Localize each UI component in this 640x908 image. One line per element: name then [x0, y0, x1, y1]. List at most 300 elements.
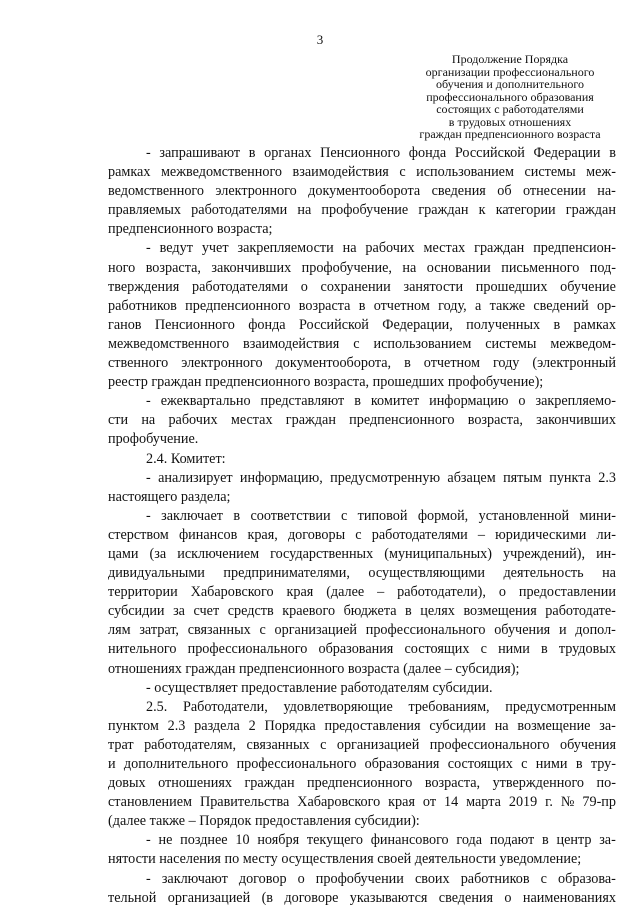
text-line	[108, 736, 616, 755]
word: работодателями	[191, 278, 289, 295]
word: организацией	[167, 889, 251, 906]
word: 2.3	[167, 717, 186, 734]
word: в	[358, 297, 366, 314]
word: ноября	[257, 832, 300, 849]
word: субсидии	[108, 603, 165, 620]
word: 14	[443, 794, 459, 811]
word: Работодатели,	[182, 698, 268, 715]
word: с	[399, 164, 406, 181]
text-line: 2.4. Комитет:	[146, 450, 226, 467]
word: запрашивают	[159, 145, 241, 161]
word: и	[558, 622, 567, 639]
word: заключает	[161, 507, 223, 524]
word: трат	[108, 736, 134, 753]
word: -	[146, 145, 151, 161]
word: –	[377, 584, 385, 601]
word: ин-	[596, 545, 616, 562]
word: взаимодействия	[292, 164, 389, 181]
text-line	[108, 564, 616, 583]
text-line: настоящего раздела;	[108, 488, 231, 505]
word: (электронный	[532, 355, 616, 372]
word: стерством	[108, 526, 169, 543]
word: ганов	[108, 316, 142, 333]
word: года	[456, 832, 483, 849]
word: пункта	[549, 469, 591, 486]
word: с	[521, 756, 528, 772]
word: средств	[227, 603, 274, 620]
word: -	[146, 507, 151, 524]
word: профобучение	[321, 202, 409, 219]
word: о	[300, 278, 308, 295]
word: на	[342, 240, 357, 257]
word: граждан	[244, 775, 295, 792]
word: возмещения	[463, 603, 537, 620]
word: за	[173, 603, 185, 620]
word: возраста,	[467, 412, 523, 429]
word: бюджета	[343, 603, 397, 620]
word: в	[553, 316, 561, 333]
word: требованиям,	[408, 698, 490, 715]
word: соответствии	[250, 507, 331, 524]
word: меж-	[586, 164, 616, 181]
word: предусмотренным	[505, 698, 616, 715]
word: местах	[230, 412, 273, 429]
word: сохранении	[320, 278, 391, 295]
word: с	[353, 335, 360, 352]
word: целях	[420, 603, 455, 620]
word: возраста,	[145, 259, 201, 276]
word: отнесении	[522, 183, 586, 200]
word: -	[146, 832, 151, 849]
word: к	[478, 202, 486, 219]
word: связанных	[246, 736, 310, 753]
word: марта	[466, 794, 501, 811]
word: местах	[423, 240, 466, 257]
word: (муниципальных)	[384, 545, 492, 562]
word: состоящих	[404, 641, 470, 658]
word: установленной	[478, 507, 570, 524]
word: образования	[364, 756, 440, 772]
text-line	[108, 507, 616, 526]
word: дополнительного	[123, 756, 229, 772]
word: категории	[495, 202, 556, 219]
text-line: предпенсионного возраста;	[108, 221, 273, 238]
word: правляемых	[108, 202, 182, 219]
word: Пенсионного	[320, 145, 401, 161]
header-line: в трудовых отношениях	[448, 114, 572, 129]
word: подают	[489, 832, 535, 849]
word: обучения	[494, 622, 551, 639]
word: закрепляемости	[237, 240, 334, 257]
word: наименованиях	[522, 889, 616, 906]
text-line	[108, 163, 616, 182]
word: полученных	[466, 316, 541, 333]
word: становлением	[108, 794, 193, 811]
word: с	[259, 622, 266, 639]
word: в	[609, 145, 616, 161]
word: на-	[597, 183, 616, 200]
word: основании	[426, 259, 491, 276]
word: граждан	[285, 412, 336, 429]
word: предпенсионного	[307, 775, 413, 792]
word: рамках	[573, 316, 616, 333]
word: работодателям,	[144, 736, 237, 753]
word: ними	[535, 756, 568, 772]
word: под-	[589, 259, 616, 276]
word: счет	[193, 603, 220, 620]
word: электронного	[181, 355, 263, 372]
word: -	[146, 240, 151, 257]
page-number: 3	[316, 32, 324, 47]
text-line	[108, 755, 616, 774]
word: осуществляющими	[368, 565, 485, 582]
word: 2.3	[598, 469, 616, 486]
word: системы	[524, 164, 576, 181]
word: 79-пр	[582, 794, 616, 811]
word: формой,	[417, 507, 469, 524]
word: 10	[235, 832, 250, 849]
word: профессионального	[236, 756, 357, 772]
word: закрепляемо-	[535, 393, 616, 410]
word: на	[141, 412, 156, 429]
word: ведут	[159, 240, 193, 257]
word: занятости	[403, 278, 464, 295]
word: в	[248, 145, 256, 161]
word: г.	[545, 794, 553, 811]
word: предпринимателями,	[223, 565, 350, 582]
word: органах	[264, 145, 312, 161]
text-line: реестр граждан предпенсионного возраста, прошедших профобучение);	[108, 374, 544, 391]
word: края	[388, 794, 415, 811]
word: утвержденного	[492, 775, 585, 792]
header-line: Продолжение Порядка	[451, 52, 569, 66]
text-line	[108, 583, 616, 602]
word: с	[480, 641, 487, 658]
word: возмещение	[517, 717, 591, 734]
word: граждан	[565, 202, 616, 219]
word: рабочих	[168, 412, 218, 429]
word: организацией	[274, 622, 357, 639]
word: работодатели),	[397, 584, 486, 601]
word: профессионального	[365, 622, 486, 639]
word: тверждения	[108, 278, 180, 295]
word: о	[504, 889, 512, 906]
header-line: профессионального образования	[426, 89, 594, 104]
word: Федерации,	[382, 316, 453, 333]
word: анализирует	[158, 469, 233, 486]
word: на	[602, 565, 616, 582]
word: фонда	[248, 316, 286, 333]
word: 2.5.	[146, 698, 168, 715]
text-line	[108, 182, 616, 201]
text-line: профобучение.	[108, 431, 199, 448]
word: мини-	[579, 507, 616, 524]
word: информацию	[429, 393, 509, 410]
header-line: состоящих с работодателями	[436, 102, 584, 116]
word: территории	[108, 584, 178, 601]
word: договоры	[287, 526, 346, 543]
word: связанных	[187, 622, 251, 639]
word: нительного	[108, 641, 177, 658]
word: профобучении	[315, 870, 404, 887]
word: межведомственного	[160, 164, 283, 181]
text-line	[108, 335, 616, 354]
word: ственного	[108, 355, 169, 372]
word: в	[575, 756, 583, 772]
word: Российской	[454, 145, 525, 161]
word: с	[355, 526, 362, 543]
text-line	[108, 831, 616, 850]
continuation-header	[400, 53, 620, 141]
word: заключают	[161, 870, 228, 887]
word: письменного	[501, 259, 580, 276]
word: обучение	[560, 278, 616, 295]
word: учреждений),	[503, 545, 585, 562]
word: межведом-	[550, 335, 616, 352]
text-line	[108, 889, 616, 908]
word: комитет	[370, 393, 420, 410]
word: отчетном	[423, 355, 480, 372]
word: (далее	[326, 584, 365, 601]
text-line: нятости населения по месту осуществления своей деятельности уведомление;	[108, 851, 582, 868]
text-line	[108, 602, 616, 621]
word: довых	[108, 775, 146, 792]
word: состоящих	[447, 756, 513, 772]
word: в	[405, 603, 412, 620]
text-line	[108, 640, 616, 659]
word: отношениях	[158, 775, 232, 792]
word: раздела	[194, 717, 240, 734]
word: организацией	[336, 736, 420, 753]
word: профобучение,	[301, 259, 392, 276]
word: предусмотренную	[330, 469, 441, 486]
word: своих	[414, 870, 450, 887]
word: центр	[556, 832, 592, 849]
header-line: обучения и дополнительного	[435, 77, 585, 91]
word: закончивших	[536, 412, 616, 429]
word: на	[402, 259, 417, 276]
word: образова-	[558, 870, 616, 887]
word: а	[475, 297, 482, 314]
word: 2019	[508, 794, 538, 811]
text-line	[108, 698, 616, 717]
word: не	[158, 832, 173, 849]
word: юридическими	[495, 526, 587, 543]
word: сти	[108, 412, 129, 429]
word: рабочих	[365, 240, 415, 257]
word: финансов	[178, 526, 238, 543]
text-line	[108, 297, 616, 316]
text-line	[108, 870, 616, 889]
word: тельной	[108, 889, 157, 906]
word: ведомственного	[108, 183, 204, 200]
word: Хабаровского	[297, 794, 381, 811]
word: края	[286, 584, 314, 601]
word: году,	[438, 297, 467, 314]
word: использованием	[416, 164, 514, 181]
word: в	[354, 393, 361, 410]
header-line: организации профессионального	[425, 64, 595, 79]
word: -	[146, 870, 151, 887]
header-line: граждан предпенсионного возраста	[419, 127, 601, 141]
word: трудовых	[558, 641, 616, 658]
word: системы	[485, 335, 537, 352]
document-body	[108, 144, 616, 908]
word: краевого	[282, 603, 336, 620]
word: возраста,	[424, 775, 481, 792]
word: также	[489, 297, 526, 314]
word: и	[108, 756, 116, 772]
word: -	[146, 393, 151, 410]
word: о	[297, 870, 305, 887]
word: (в	[261, 889, 274, 906]
word: учет	[201, 240, 229, 257]
word: Порядка	[264, 717, 316, 734]
text-line	[108, 526, 616, 545]
word: ли-	[596, 526, 616, 543]
word: по-	[596, 775, 616, 792]
text-line	[108, 144, 616, 163]
word: тру-	[590, 756, 616, 772]
word: образования	[318, 641, 394, 658]
word: пятым	[503, 469, 542, 486]
word: субсидии	[429, 717, 486, 734]
word: работодателями	[371, 526, 468, 543]
word: электронного	[215, 183, 297, 200]
word: работодате-	[545, 603, 616, 620]
text-line	[108, 239, 616, 258]
text-line	[108, 259, 616, 278]
word: Российской	[298, 316, 369, 333]
word: обучения	[559, 736, 616, 753]
word: в	[542, 832, 549, 849]
word: Правительства	[199, 794, 290, 811]
word: отчетном	[373, 297, 430, 314]
word: на	[494, 717, 509, 734]
word: №	[560, 794, 575, 811]
word: затрат,	[139, 622, 179, 639]
text-line: - осуществляет предоставление работодателям субсидии.	[146, 679, 493, 696]
word: году	[492, 355, 520, 372]
word: на	[297, 202, 312, 219]
word: ор-	[596, 297, 616, 314]
word: исключением	[177, 545, 260, 562]
word: документооборота,	[275, 355, 392, 372]
word: государственных	[270, 545, 374, 562]
word: сведения	[438, 889, 494, 906]
word: пунктом	[108, 717, 159, 734]
word: –	[477, 526, 486, 543]
word: предпенсион-	[533, 240, 616, 257]
word: в	[540, 641, 548, 658]
word: договор	[238, 870, 287, 887]
word: Пенсионного	[154, 316, 235, 333]
word: деятельность	[503, 565, 584, 582]
word: сведений	[533, 297, 589, 314]
word: договоре	[284, 889, 339, 906]
word: о	[498, 584, 506, 601]
text-line	[108, 411, 616, 430]
word: предпенсионного	[185, 297, 291, 314]
text-line	[108, 469, 616, 488]
text-line	[108, 316, 616, 335]
word: за-	[599, 717, 616, 734]
word: работодателями	[191, 202, 288, 219]
word: межведомственного	[108, 335, 230, 352]
word: в	[404, 355, 411, 372]
word: работников	[108, 297, 177, 314]
text-line	[108, 278, 616, 297]
word: возраста	[298, 297, 351, 314]
text-line	[108, 201, 616, 220]
word: ежеквартально	[160, 393, 251, 410]
word: позднее	[180, 832, 228, 849]
word: использованием	[373, 335, 472, 352]
text-line: (далее также – Порядок предоставления субсидии):	[108, 813, 420, 830]
text-line	[108, 392, 616, 411]
word: 2	[248, 717, 256, 734]
word: цами	[108, 545, 139, 562]
word: граждан	[474, 240, 525, 257]
word: удовлетворяющие	[283, 698, 393, 715]
text-line	[108, 717, 616, 736]
word: работников	[460, 870, 530, 887]
word: взаимодействия	[243, 335, 340, 352]
word: -	[146, 469, 151, 486]
text-line	[108, 793, 616, 812]
word: от	[422, 794, 437, 811]
word: об	[497, 183, 512, 200]
word: края,	[247, 526, 278, 543]
word: за-	[599, 832, 616, 849]
word: сведения	[431, 183, 486, 200]
word: профессионального	[429, 736, 550, 753]
word: текущего	[306, 832, 363, 849]
word: граждан	[418, 202, 469, 219]
word: в	[233, 507, 241, 524]
word: Хабаровского	[190, 584, 274, 601]
text-line: отношениях граждан предпенсионного возраста (далее – субсидия);	[108, 660, 520, 677]
word: информацию,	[239, 469, 323, 486]
word: Федерации	[533, 145, 601, 161]
text-line	[108, 545, 616, 564]
word: ними	[498, 641, 530, 658]
text-line	[108, 354, 616, 373]
word: допол-	[575, 622, 616, 639]
word: о	[518, 393, 526, 410]
word: с	[340, 507, 348, 524]
word: фонда	[408, 145, 447, 161]
word: представляют	[260, 393, 345, 410]
word: прошедших	[475, 278, 548, 295]
word: финансового	[370, 832, 449, 849]
word: предпенсионного	[349, 412, 455, 429]
text-line	[108, 774, 616, 793]
word: документооборота	[308, 183, 421, 200]
word: типовой	[357, 507, 408, 524]
word: предоставления	[324, 717, 421, 734]
word: профессионального	[187, 641, 308, 658]
word: дивидуальными	[108, 565, 205, 582]
text-line	[108, 621, 616, 640]
word: закончивших	[211, 259, 292, 276]
word: лям	[108, 622, 131, 639]
word: с	[320, 736, 327, 753]
word: ного	[108, 259, 136, 276]
word: абзацем	[447, 469, 496, 486]
word: предоставлении	[518, 584, 616, 601]
word: (за	[149, 545, 167, 562]
